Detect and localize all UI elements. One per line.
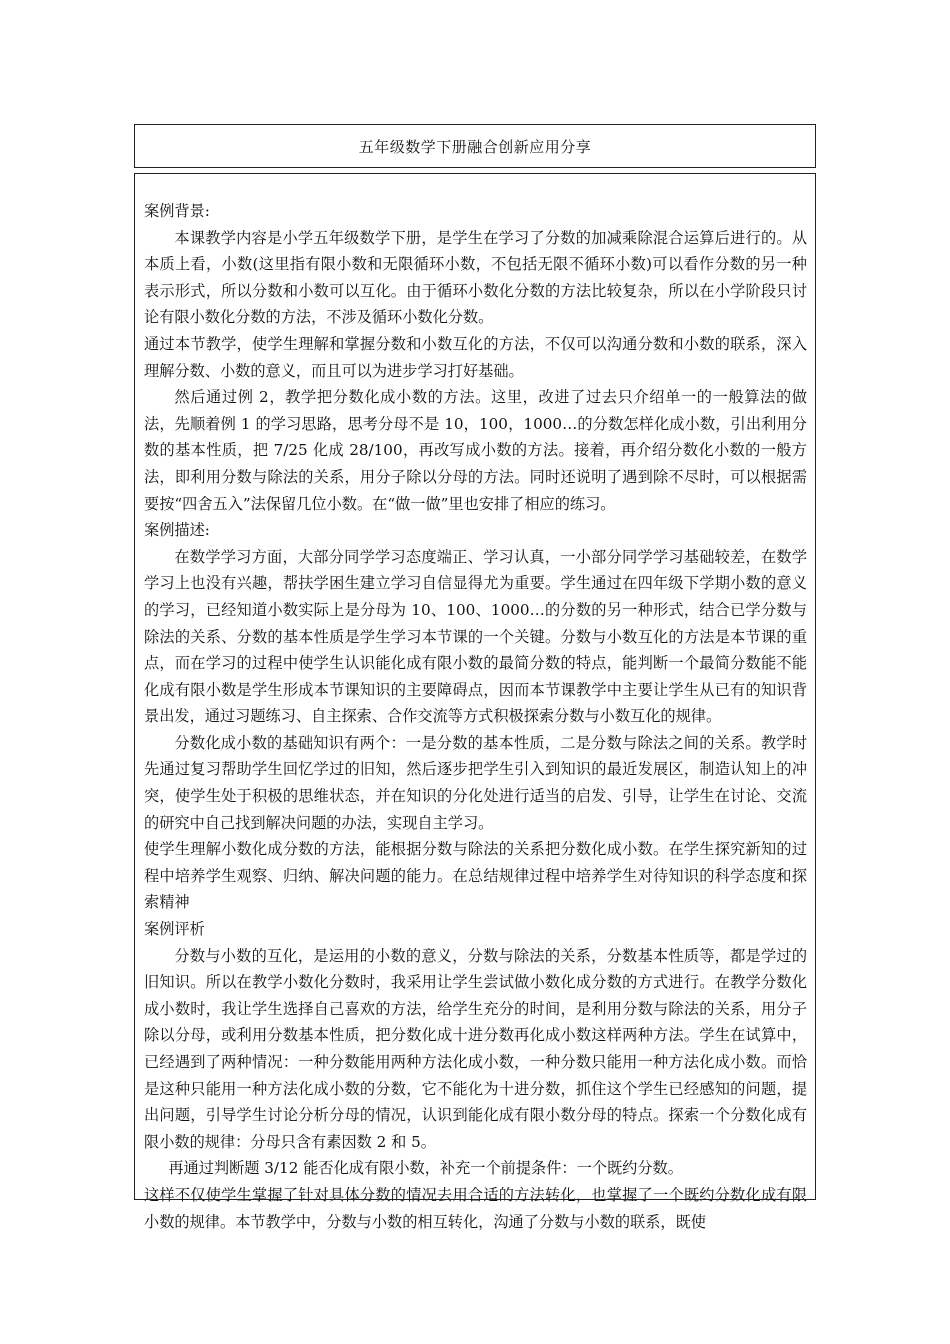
paragraph: 使学生理解小数化成分数的方法，能根据分数与除法的关系把分数化成小数。在学生探究新知的过程中培养学生观察、归纳、解决问题的能力。在总结规律过程中培养学生对待知识的科学态度和探索精神 xyxy=(144,840,807,912)
document-title: 五年级数学下册融合创新应用分享 xyxy=(134,124,816,168)
paragraph: 本课教学内容是小学五年级数学下册，是学生在学习了分数的加减乘除混合运算后进行的。从本质上看，小数(这里指有限小数和无限循环小数，不包括无限不循环小数)可以看作分数的另一种表示形式，所以分数和小数可以互化。由于循环小数化分数的方法比较复杂，所以在小学阶段只讨论有限小数化分数的方法，不涉及循环小数化分数。 xyxy=(144,228,807,327)
paragraph-analysis-heading: 案例评析 xyxy=(144,920,205,939)
paragraph: 分数与小数的互化，是运用的小数的意义，分数与除法的关系，分数基本性质等，都是学过的旧知识。所以在教学小数化分数时，我采用让学生尝试做小数化成分数的方式进行。在教学分数化成小数时，我让学生选择自己喜欢的方法，给学生充分的时间，是利用分数与除法的关系，用分子除以分母，或利用分数基本性质，把分数化成十进分数再化成小数这样两种方法。学生在试算中，已经遇到了两种情况：一种分数能用两种方法化成小数，一种分数只能用一种方法化成小数。而恰是这种只能用一种方法化成小数的分数，它不能化为十进分数，抓住这个学生已经感知的问题，提出问题，引导学生讨论分析分母的情况，认识到能化成有限小数分母的特点。探索一个分数化成有限小数的规律：分母只含有素因数 2 和 5。 xyxy=(144,946,807,1151)
paragraph-background-heading: 案例背景: xyxy=(144,202,210,220)
paragraph: 通过本节教学，使学生理解和掌握分数和小数互化的方法，不仅可以沟通分数和小数的联系，深入理解分数、小数的意义，而且可以为进步学习打好基础。 xyxy=(144,334,807,380)
content-body xyxy=(144,198,807,1235)
paragraph: 再通过判断题 3/12 能否化成有限小数，补充一个前提条件：一个既约分数。 xyxy=(168,1159,683,1178)
paragraph: 这样不仅使学生掌握了针对具体分数的情况去用合适的方法转化，也掌握了一个既约分数化成有限小数的规律。本节教学中，分数与小数的相互转化，沟通了分数与小数的联系，既使 xyxy=(144,1185,807,1231)
paragraph: 分数化成小数的基础知识有两个：一是分数的基本性质，二是分数与除法之间的关系。教学时先通过复习帮助学生回忆学过的旧知，然后逐步把学生引入到知识的最近发展区，制造认知上的冲突，使学生处于积极的思维状态，并在知识的分化处进行适当的启发、引导，让学生在讨论、交流的研究中自己找到解决问题的办法，实现自主学习。 xyxy=(144,733,807,832)
paragraph-description-heading: 案例描述: xyxy=(144,521,210,540)
paragraph: 在数学学习方面，大部分同学学习态度端正、学习认真，一小部分同学学习基础较差，在数学学习上也没有兴趣，帮扶学困生建立学习自信显得尤为重要。学生通过在四年级下学期小数的意义的学习，已经知道小数实际上是分母为 10、100、1000…的分数的另一种形式，结合已学分数与除法的关系、分数的基本性质是学生学习本节课的一个关键。分数与小数互化的方法是本节课的重点，而在学习的过程中使学生认识能化成有限小数的最简分数的特点，能判断一个最简分数能不能化成有限小数是学生形成本节课知识的主要障碍点，因而本节课教学中主要让学生从已有的知识背景出发，通过习题练习、自主探索、合作交流等方式积极探索分数与小数互化的规律。 xyxy=(144,547,807,726)
content-bottom-border xyxy=(134,1199,816,1200)
paragraph: 然后通过例 2，教学把分数化成小数的方法。这里，改进了过去只介绍单一的一般算法的做法，先顺着例 1 的学习思路，思考分母不是 10，100，1000…的分数怎样化成小数，引出利用分数的基本性质，把 7/25 化成 28/100，再改写成小数的方法。接着，再介绍分数化小数的一般方法，即利用分数与除法的关系，用分子除以分母的方法。同时还说明了遇到除不尽时，可以根据需要按“四舍五入”法保留几位小数。在“做一做”里也安排了相应的练习。 xyxy=(144,388,807,513)
content-cell xyxy=(134,173,816,1231)
